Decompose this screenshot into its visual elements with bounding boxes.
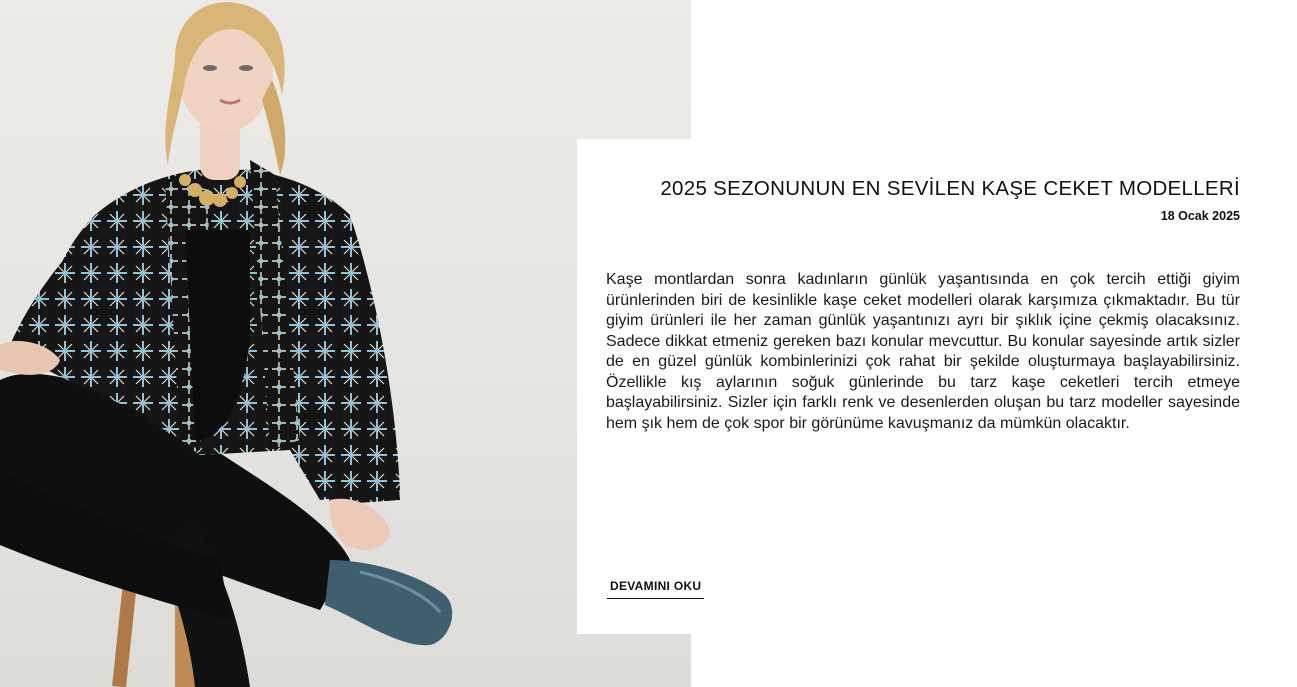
article-title[interactable]: 2025 SEZONUNUN EN SEVİLEN KAŞE CEKET MODELLERİ — [660, 177, 1240, 200]
read-more-link[interactable]: DEVAMINI OKU — [607, 579, 704, 599]
article-date: 18 Ocak 2025 — [1160, 209, 1240, 223]
article-card — [577, 139, 1297, 634]
article-excerpt: Kaşe montlardan sonra kadınların günlük yaşantısında en çok tercih ettiği giyim ürünlerinden biri de kesinlikle kaşe ceket modelleri olarak karşımıza çıkmaktadır. Bu tür giyim ürünleri ile her zaman günlük yaşantınızı ayrı bir şıklık içine çekmiş olacaksınız. Sadece dikkat etmeniz gereken bazı konular mevcuttur. Bu konular sayesinde artık sizler de en güzel günlük kombinlerinizi çok rahat bir şekilde oluşturmaya başlayabilirsiniz. Özellikle kış aylarının soğuk günlerinde bu tarz kaşe ceketleri tercih etmeye başlayabilirsiniz. Sizler için farklı renk ve desenlerden oluşan bu tarz modeller sayesinde hem şık hem de çok spor bir görünüme kavuşmanız da mümkün olacaktır. — [606, 271, 1240, 432]
